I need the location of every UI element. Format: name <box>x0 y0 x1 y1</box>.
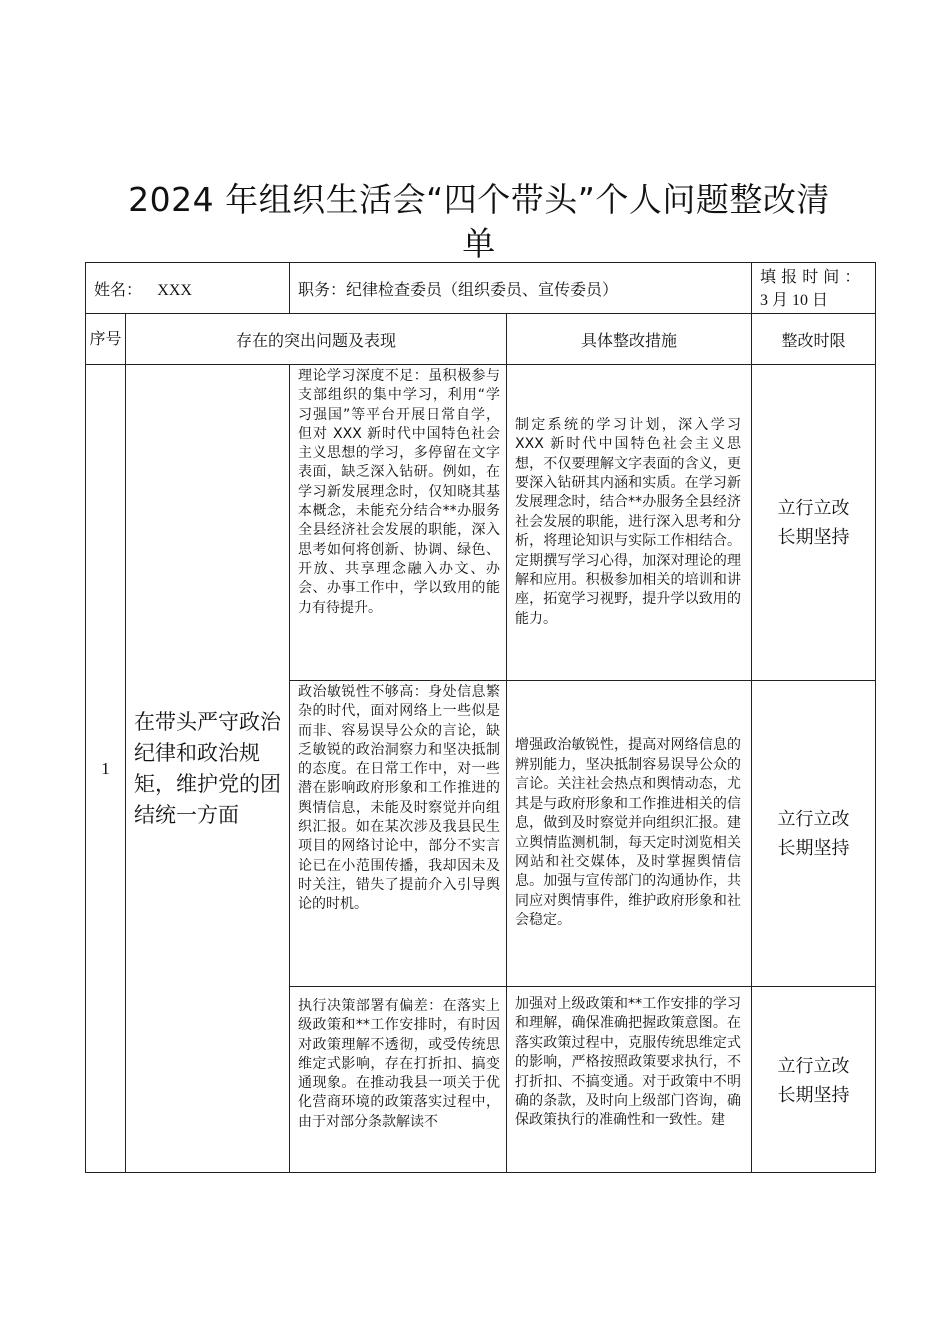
row-category: 在带头严守政治纪律和政治规矩，维护党的团结统一方面 <box>126 365 290 1173</box>
col-measure: 具体整改措施 <box>507 314 752 365</box>
document-title <box>84 178 874 266</box>
measure-cell: 制定系统的学习计划，深入学习 XXX 新时代中国特色社会主义思想，不仅要理解文字表面的含义，更要深入钻研其内涵和实质。在学习新发展理念时，结合**办服务全县经济社会发展的职能，进行深入思考和分析，将理论知识与实际工作相结合。定期撰写学习心得，加深对理论的理解和应用。积极参加相关的培训和讲座，拓宽学习视野，提升学以致用的能力。 <box>507 365 752 681</box>
deadline-line-1: 立行立改 <box>777 1056 850 1077</box>
problem-cell: 执行决策部署有偏差：在落实上级政策和**工作安排时，有时因对政策理解不透彻，或受传统思维定式影响，存在打折扣、搞变通现象。在推动我县一项关于优化营商环境的政策落实过程中，由于对部分条款解读不 <box>290 987 507 1173</box>
deadline-line-2: 长期坚持 <box>777 837 850 859</box>
problem-cell: 理论学习深度不足：虽积极参与支部组织的集中学习，利用“学习强国”等平台开展日常自学，但对 XXX 新时代中国特色社会主义思想的学习，多停留在文字表面，缺乏深入钻研。例如，在学习新发展理念时，仅知晓其基本概念，未能充分结合**办服务全县经济社会发展的职能，深入思考如何将创新、协调、绿色、开放、共享理念融入办文、办会、办事工作中，学以致用的能力有待提升。 <box>290 365 507 681</box>
title-line-2: 单 <box>462 224 496 263</box>
date-cell <box>752 263 876 314</box>
deadline-line-1: 立行立改 <box>777 497 850 519</box>
title-line-1: 2024 年组织生活会“四个带头”个人问题整改清 <box>128 180 830 219</box>
measure-cell: 加强对上级政策和**工作安排的学习和理解，确保准确把握政策意图。在落实政策过程中，克服传统思维定式的影响，严格按照政策要求执行，不打折扣、不搞变通。对于政策中不明确的条款，及时向上级部门咨询，确保政策执行的准确性和一致性。建 <box>507 987 752 1173</box>
position-value: 纪律检查委员（组织委员、宣传委员） <box>346 279 619 299</box>
name-cell <box>86 263 290 314</box>
col-problem: 存在的突出问题及表现 <box>126 314 507 365</box>
rectification-table <box>85 262 876 1173</box>
deadline-line-2: 长期坚持 <box>777 526 850 548</box>
row-index: 1 <box>86 365 126 1173</box>
date-value: 3 月 10 日 <box>760 292 829 309</box>
position-label: 职务： <box>298 279 347 299</box>
col-seq: 序号 <box>86 314 126 365</box>
measure-cell: 增强政治敏锐性，提高对网络信息的辨别能力，坚决抵制容易误导公众的言论。关注社会热点和舆情动态，尤其是与政府形象和工作推进相关的信息，做到及时察觉并向组织汇报。建立舆情监测机制，每天定时浏览相关网站和社交媒体，及时掌握舆情信息。加强与宣传部门的沟通协作，共同应对舆情事件，维护政府形象和社会稳定。 <box>507 681 752 987</box>
deadline-line-1: 立行立改 <box>777 808 850 830</box>
table-row <box>86 365 876 681</box>
name-value: XXX <box>157 281 192 299</box>
deadline-cell <box>752 365 876 681</box>
col-deadline: 整改时限 <box>752 314 876 365</box>
info-row <box>86 263 876 314</box>
name-label: 姓名： <box>94 279 143 299</box>
problem-cell: 政治敏锐性不够高：身处信息繁杂的时代，面对网络上一些似是而非、容易误导公众的言论，缺乏敏锐的政治洞察力和坚决抵制的态度。在日常工作中，对一些潜在影响政府形象和工作推进的舆情信息，未能及时察觉并向组织汇报。如在某次涉及我县民生项目的网络讨论中，部分不实言论已在小范围传播，我却因未及时关注，错失了提前介入引导舆论的时机。 <box>290 681 507 987</box>
deadline-line-2: 长期坚持 <box>777 1085 850 1106</box>
deadline-cell <box>752 681 876 987</box>
position-cell <box>290 263 752 314</box>
deadline-cell <box>752 987 876 1173</box>
date-label: 填 报 时 间 ： <box>760 267 861 286</box>
column-header-row <box>86 314 876 365</box>
